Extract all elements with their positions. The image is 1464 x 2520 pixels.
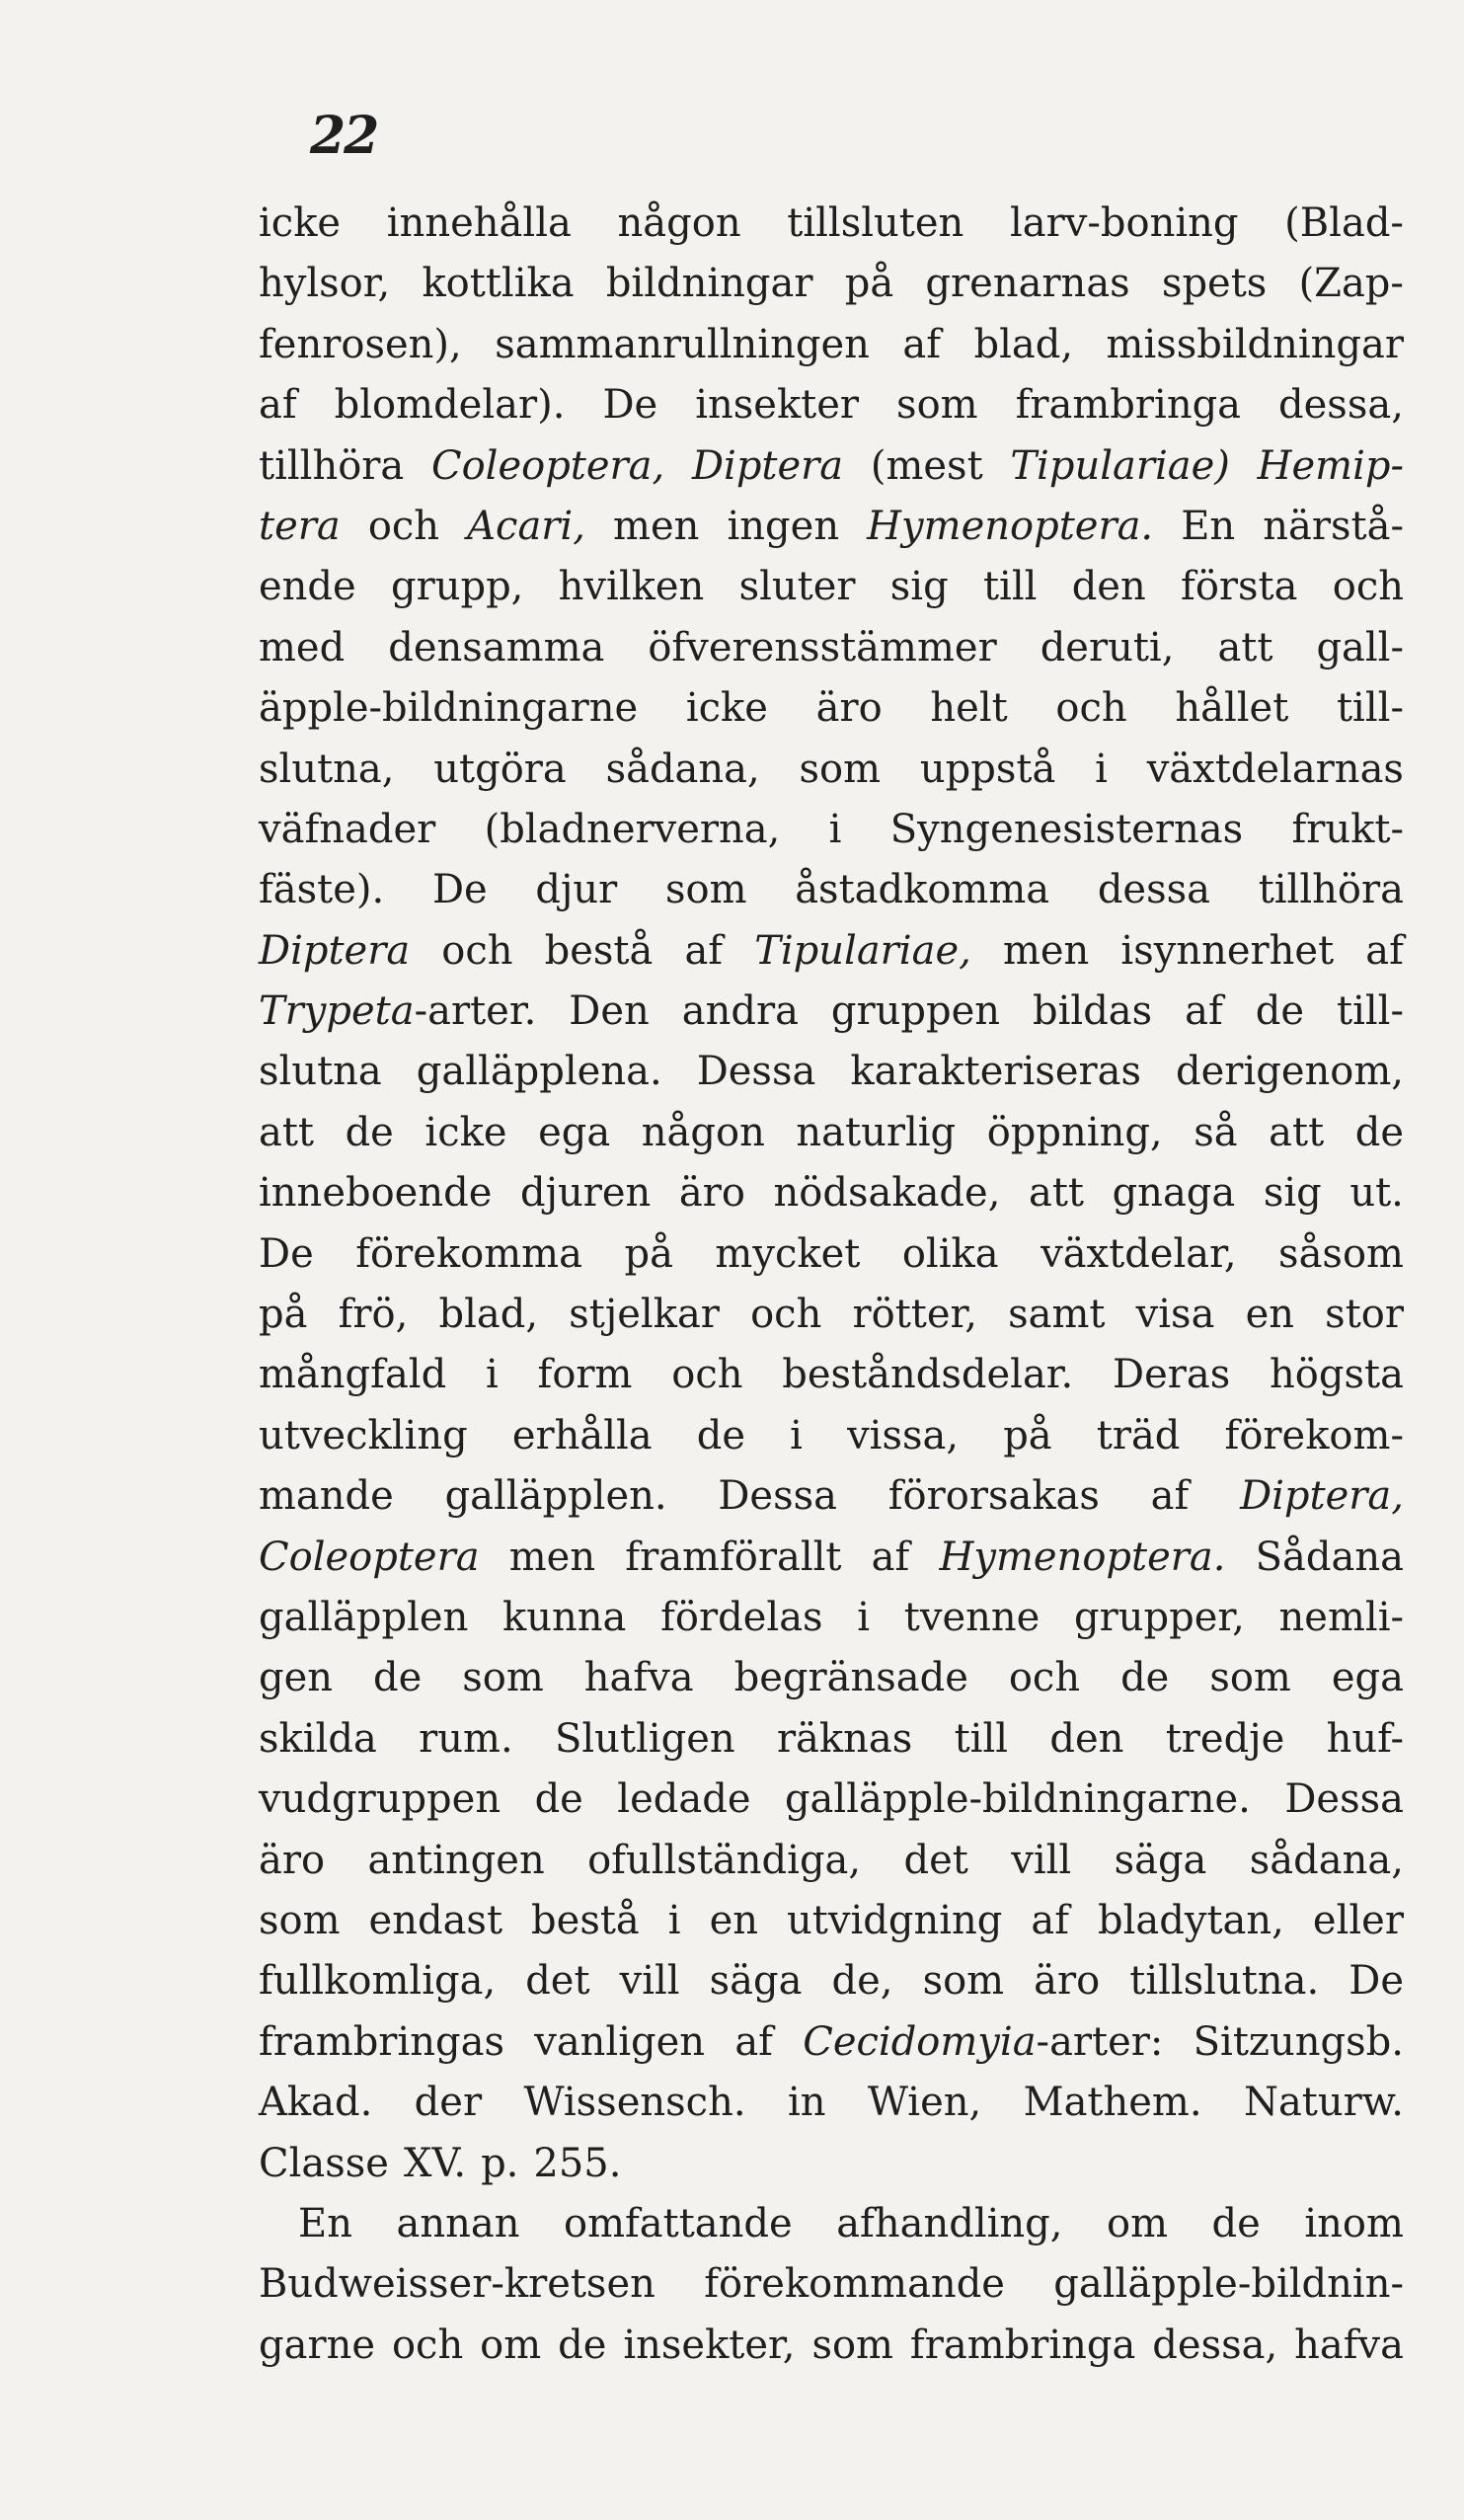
text-line xyxy=(259,194,1404,254)
word: de xyxy=(345,1109,394,1155)
text-line xyxy=(259,1770,1404,1830)
word: af xyxy=(1150,1473,1190,1520)
word: karakteriseras xyxy=(850,1049,1142,1095)
text-line xyxy=(259,921,1404,982)
text-line xyxy=(259,1163,1404,1223)
word: de xyxy=(1211,2200,1261,2246)
word: huf- xyxy=(1326,1715,1404,1762)
word: utveckling xyxy=(259,1412,468,1458)
word: beståndsdelar. xyxy=(782,1352,1074,1398)
word: äro xyxy=(259,1837,326,1883)
word: rötter, xyxy=(852,1292,977,1338)
word: Cecidomyia-arter: xyxy=(803,2018,1164,2065)
word: blomdelar). xyxy=(334,382,566,429)
word: sådana, xyxy=(1249,1837,1404,1883)
word: säga xyxy=(709,1958,803,2005)
text-line xyxy=(259,1345,1404,1405)
word: De xyxy=(1348,1958,1404,2005)
word: och xyxy=(391,2322,464,2368)
word: (Zap- xyxy=(1298,261,1404,307)
word: förekom- xyxy=(1224,1412,1404,1458)
word: tredje xyxy=(1165,1715,1285,1762)
word: förekommande xyxy=(704,2261,1005,2308)
text-line xyxy=(259,557,1404,617)
word: Dessa xyxy=(718,1473,837,1520)
word: i xyxy=(667,1897,681,1943)
text-line xyxy=(259,2134,1404,2194)
word: icke xyxy=(424,1109,507,1155)
word: bildas xyxy=(1033,988,1153,1035)
text-line xyxy=(259,1042,1404,1102)
text-line xyxy=(259,982,1404,1042)
word: till xyxy=(954,1715,1009,1762)
word: väfnader xyxy=(259,806,436,852)
word: i xyxy=(1095,746,1108,792)
word: som xyxy=(922,1958,1005,2005)
word: Hemip- xyxy=(1257,442,1404,489)
word: en xyxy=(709,1897,759,1943)
word: En xyxy=(1181,503,1236,549)
word: De xyxy=(431,867,488,913)
word: och xyxy=(671,1352,743,1398)
text-line xyxy=(259,1406,1404,1466)
word: annan xyxy=(396,2200,520,2246)
word: djur xyxy=(535,867,618,913)
word: äpple-bildningarne xyxy=(259,685,639,732)
word: missbildningar xyxy=(1106,321,1404,367)
word: stjelkar xyxy=(569,1292,720,1338)
word: fäste). xyxy=(259,867,385,913)
word: växtdelarnas xyxy=(1146,746,1404,792)
word: Hymenoptera. xyxy=(867,503,1154,549)
word: en xyxy=(1245,1292,1295,1338)
word: galläpplen. xyxy=(444,1473,667,1520)
word: Slutligen xyxy=(554,1715,735,1762)
word: närstå- xyxy=(1263,503,1404,549)
word: Diptera xyxy=(259,927,411,974)
text-line xyxy=(259,1831,1404,1891)
text-line xyxy=(259,1285,1404,1345)
word: rum. xyxy=(419,1715,513,1762)
word: grupper, xyxy=(1074,1594,1245,1640)
word: men xyxy=(508,1534,596,1580)
word: frukt- xyxy=(1291,806,1404,852)
word: sig xyxy=(1263,1170,1322,1217)
word: Naturw. xyxy=(1243,2080,1404,2126)
word: hafva xyxy=(1294,2322,1404,2368)
word: (Blad- xyxy=(1284,200,1404,246)
word: den xyxy=(1071,564,1146,610)
word: erhålla xyxy=(511,1412,653,1458)
word: som xyxy=(462,1655,544,1701)
word: isynnerhet xyxy=(1120,927,1335,974)
word: inom xyxy=(1304,2200,1404,2246)
word: insekter, xyxy=(623,2322,796,2368)
word: Tipulariae, xyxy=(754,927,971,974)
word: (bladnerverna, xyxy=(484,806,781,852)
word: af xyxy=(871,1534,910,1580)
word: förorsakas xyxy=(887,1473,1100,1520)
text-line xyxy=(259,375,1404,435)
word: insekter xyxy=(695,382,860,429)
word: i xyxy=(828,806,842,852)
word: ut. xyxy=(1349,1170,1404,1217)
word: gen xyxy=(259,1655,334,1701)
word: det xyxy=(525,1958,590,2005)
word: inneboende xyxy=(259,1170,493,1217)
word: fenrosen), xyxy=(259,321,462,367)
word: sådana, xyxy=(605,746,760,792)
word: de xyxy=(696,1412,746,1458)
word: Tipulariae) xyxy=(1010,442,1230,489)
word: galläpplen xyxy=(259,1594,469,1640)
word: frö, xyxy=(338,1292,409,1338)
word: hållet xyxy=(1175,685,1289,732)
word: Diptera xyxy=(691,442,844,489)
word: äro xyxy=(678,1170,745,1217)
word: som xyxy=(799,746,882,792)
word: andra xyxy=(681,988,799,1035)
word: afhandling, xyxy=(836,2200,1063,2246)
word: Dessa xyxy=(1284,1776,1404,1823)
word: XV. xyxy=(403,2140,467,2186)
word: som xyxy=(896,382,978,429)
word: spets xyxy=(1161,261,1268,307)
word: till- xyxy=(1336,685,1404,732)
word: sig xyxy=(889,564,949,610)
word: form xyxy=(537,1352,633,1398)
word: i xyxy=(857,1594,871,1640)
word: och xyxy=(750,1292,822,1338)
word: larv-boning xyxy=(1010,200,1239,246)
word: tillsluten xyxy=(787,200,964,246)
text-line xyxy=(259,2316,1404,2376)
word: vanligen xyxy=(534,2018,706,2065)
word: slutna xyxy=(259,1049,382,1095)
word: Wissensch. xyxy=(523,2080,746,2126)
word: sammanrullningen xyxy=(495,321,870,367)
word: in xyxy=(787,2080,826,2126)
word: men xyxy=(613,503,700,549)
word: gall- xyxy=(1316,624,1404,670)
word: vudgruppen xyxy=(259,1776,501,1823)
page-number: 22 xyxy=(310,106,378,166)
word: att xyxy=(1217,624,1273,670)
word: omfattande xyxy=(563,2200,793,2246)
word: att xyxy=(1269,1109,1325,1155)
word: bestå xyxy=(531,1897,640,1943)
text-line xyxy=(259,1528,1404,1588)
word: ingen xyxy=(727,503,840,549)
word: fullkomliga, xyxy=(259,1958,497,2005)
word: Coleoptera xyxy=(259,1534,480,1580)
word: Akad. xyxy=(259,2080,373,2126)
word: mande xyxy=(259,1473,394,1520)
word: och xyxy=(1008,1655,1081,1701)
word: fördelas xyxy=(660,1594,823,1640)
word: tillhöra xyxy=(259,442,405,489)
word: Trypeta-arter. xyxy=(259,988,537,1035)
word: tera xyxy=(259,503,341,549)
word: grenarnas xyxy=(925,261,1130,307)
word: grupp, xyxy=(390,564,524,610)
word: ega xyxy=(538,1109,611,1155)
word: nemli- xyxy=(1278,1594,1404,1640)
word: på xyxy=(624,1230,673,1277)
word: de xyxy=(1255,988,1305,1035)
word: blad, xyxy=(438,1292,539,1338)
word: Coleoptera, xyxy=(430,442,665,489)
word: dessa, xyxy=(1152,2322,1278,2368)
word: växtdelar, xyxy=(1040,1230,1237,1277)
text-line xyxy=(259,1466,1404,1527)
word: visa xyxy=(1135,1292,1215,1338)
word: tillslutna. xyxy=(1129,1958,1320,2005)
word: ende xyxy=(259,564,356,610)
word: hvilken xyxy=(558,564,705,610)
word: antingen xyxy=(367,1837,545,1883)
word: framförallt xyxy=(625,1534,842,1580)
word: densamma xyxy=(388,624,605,670)
text-line xyxy=(259,740,1404,800)
word: och xyxy=(1055,685,1127,732)
text-line xyxy=(259,800,1404,860)
word: galläpple-bildningarne. xyxy=(784,1776,1251,1823)
word: förekomma xyxy=(355,1230,582,1277)
body-text xyxy=(259,194,1404,2376)
word: och xyxy=(1332,564,1404,610)
text-line xyxy=(259,1648,1404,1708)
word: till- xyxy=(1337,988,1404,1035)
word: mycket xyxy=(715,1230,861,1277)
word: eller xyxy=(1312,1897,1404,1943)
word: af xyxy=(1365,927,1404,974)
word: äro xyxy=(1034,1958,1101,2005)
word: den xyxy=(1049,1715,1124,1762)
word: gruppen xyxy=(830,988,1001,1035)
word: de xyxy=(373,1655,423,1701)
word: att xyxy=(1029,1170,1084,1217)
text-line xyxy=(259,678,1404,739)
word: om xyxy=(1107,2200,1169,2246)
word: såsom xyxy=(1278,1230,1404,1277)
text-line xyxy=(259,1951,1404,2011)
word: stor xyxy=(1325,1292,1404,1338)
word: af xyxy=(1031,1897,1070,1943)
word: så xyxy=(1194,1109,1238,1155)
word: men xyxy=(1002,927,1090,974)
word: icke xyxy=(685,685,768,732)
word: Acari, xyxy=(467,503,585,549)
word: der xyxy=(414,2080,483,2126)
word: Hymenoptera. xyxy=(939,1534,1226,1580)
text-line xyxy=(259,254,1404,314)
word: af xyxy=(902,321,941,367)
word: vill xyxy=(1011,1837,1072,1883)
word: begränsade xyxy=(733,1655,968,1701)
word: (mest xyxy=(870,442,983,489)
text-line xyxy=(259,436,1404,497)
word: galläpple-bildnin- xyxy=(1053,2261,1404,2308)
word: innehålla xyxy=(386,200,572,246)
word: någon xyxy=(641,1109,765,1155)
word: De xyxy=(602,382,658,429)
word: vissa, xyxy=(847,1412,960,1458)
word: De xyxy=(259,1230,314,1277)
text-line xyxy=(259,1891,1404,1951)
word: deruti, xyxy=(1040,624,1175,670)
word: det xyxy=(903,1837,968,1883)
word: de xyxy=(1120,1655,1170,1701)
word: Dessa xyxy=(696,1049,816,1095)
text-line xyxy=(259,2194,1404,2254)
word: nödsakade, xyxy=(773,1170,1001,1217)
word: att xyxy=(259,1109,314,1155)
word: 255. xyxy=(533,2140,622,2186)
word: på xyxy=(844,261,894,307)
word: om xyxy=(480,2322,542,2368)
word: slutna, xyxy=(259,746,395,792)
word: Sitzungsb. xyxy=(1193,2018,1404,2065)
word: Sådana xyxy=(1255,1534,1404,1580)
word: och xyxy=(367,503,440,549)
text-line xyxy=(259,1103,1404,1163)
word: vill xyxy=(619,1958,680,2005)
word: gnaga xyxy=(1112,1170,1236,1217)
word: endast xyxy=(368,1897,503,1943)
word: frambringa xyxy=(909,2322,1136,2368)
word: mångfald xyxy=(259,1352,447,1398)
word: med xyxy=(259,624,346,670)
word: öfverensstämmer xyxy=(648,624,997,670)
text-line xyxy=(259,860,1404,920)
word: bladytan, xyxy=(1098,1897,1284,1943)
word: helt xyxy=(930,685,1008,732)
word: uppstå xyxy=(919,746,1056,792)
word: tillhöra xyxy=(1258,867,1404,913)
word: till xyxy=(982,564,1038,610)
word: dessa, xyxy=(1278,382,1404,429)
word: kunna xyxy=(502,1594,627,1640)
text-line xyxy=(259,1224,1404,1285)
word: räknas xyxy=(776,1715,913,1762)
word: samt xyxy=(1008,1292,1106,1338)
word: derigenom, xyxy=(1176,1049,1404,1095)
word: på xyxy=(1003,1412,1052,1458)
text-line xyxy=(259,2073,1404,2133)
text-line xyxy=(259,315,1404,375)
word: skilda xyxy=(259,1715,377,1762)
word: djuren xyxy=(519,1170,652,1217)
word: högsta xyxy=(1270,1352,1404,1398)
text-line xyxy=(259,618,1404,678)
word: träd xyxy=(1096,1412,1181,1458)
text-line xyxy=(259,1709,1404,1770)
word: af xyxy=(734,2018,773,2065)
word: första xyxy=(1181,564,1298,610)
word: de xyxy=(1354,1109,1404,1155)
text-line xyxy=(259,2254,1404,2315)
word: frambringas xyxy=(259,2018,504,2065)
word: Wien, xyxy=(867,2080,982,2126)
word: säga xyxy=(1114,1837,1207,1883)
text-line xyxy=(259,2012,1404,2073)
word: p. xyxy=(481,2140,519,2186)
word: En xyxy=(298,2200,352,2246)
word: ledade xyxy=(617,1776,751,1823)
word: bestå xyxy=(544,927,654,974)
word: på xyxy=(259,1292,308,1338)
word: Syngenesisternas xyxy=(889,806,1244,852)
word: tvenne xyxy=(903,1594,1040,1640)
word: äro xyxy=(815,685,883,732)
word: ega xyxy=(1331,1655,1404,1701)
word: som xyxy=(664,867,747,913)
word: ofullständiga, xyxy=(587,1837,862,1883)
word: de, xyxy=(831,1958,893,2005)
word: hylsor, xyxy=(259,261,391,307)
word: öppning, xyxy=(986,1109,1163,1155)
word: Mathem. xyxy=(1023,2080,1202,2126)
word: sluter xyxy=(738,564,856,610)
word: som xyxy=(1209,1655,1291,1701)
word: af xyxy=(1185,988,1223,1035)
word: galläpplena. xyxy=(416,1049,662,1095)
word: olika xyxy=(901,1230,999,1277)
word: dessa xyxy=(1097,867,1210,913)
word: af xyxy=(259,382,297,429)
word: i xyxy=(485,1352,499,1398)
text-line xyxy=(259,1588,1404,1648)
word: Den xyxy=(569,988,650,1035)
word: Deras xyxy=(1113,1352,1231,1398)
word: hafva xyxy=(583,1655,694,1701)
word: frambringa xyxy=(1015,382,1242,429)
word: naturlig xyxy=(796,1109,957,1155)
word: någon xyxy=(617,200,741,246)
word: blad, xyxy=(973,321,1074,367)
word: i xyxy=(790,1412,803,1458)
word: kottlika xyxy=(422,261,575,307)
word: åstadkomma xyxy=(795,867,1050,913)
word: icke xyxy=(259,200,342,246)
word: Diptera, xyxy=(1240,1473,1404,1520)
word: och xyxy=(441,927,513,974)
word: utgöra xyxy=(433,746,567,792)
word: af xyxy=(684,927,724,974)
word: utvidgning xyxy=(787,1897,1003,1943)
word: de xyxy=(534,1776,583,1823)
word: bildningar xyxy=(605,261,813,307)
word: som xyxy=(259,1897,341,1943)
word: de xyxy=(558,2322,607,2368)
text-line xyxy=(259,497,1404,557)
word: Budweisser-kretsen xyxy=(259,2261,655,2308)
word: garne xyxy=(259,2322,376,2368)
word: Classe xyxy=(259,2140,389,2186)
word: som xyxy=(811,2322,893,2368)
